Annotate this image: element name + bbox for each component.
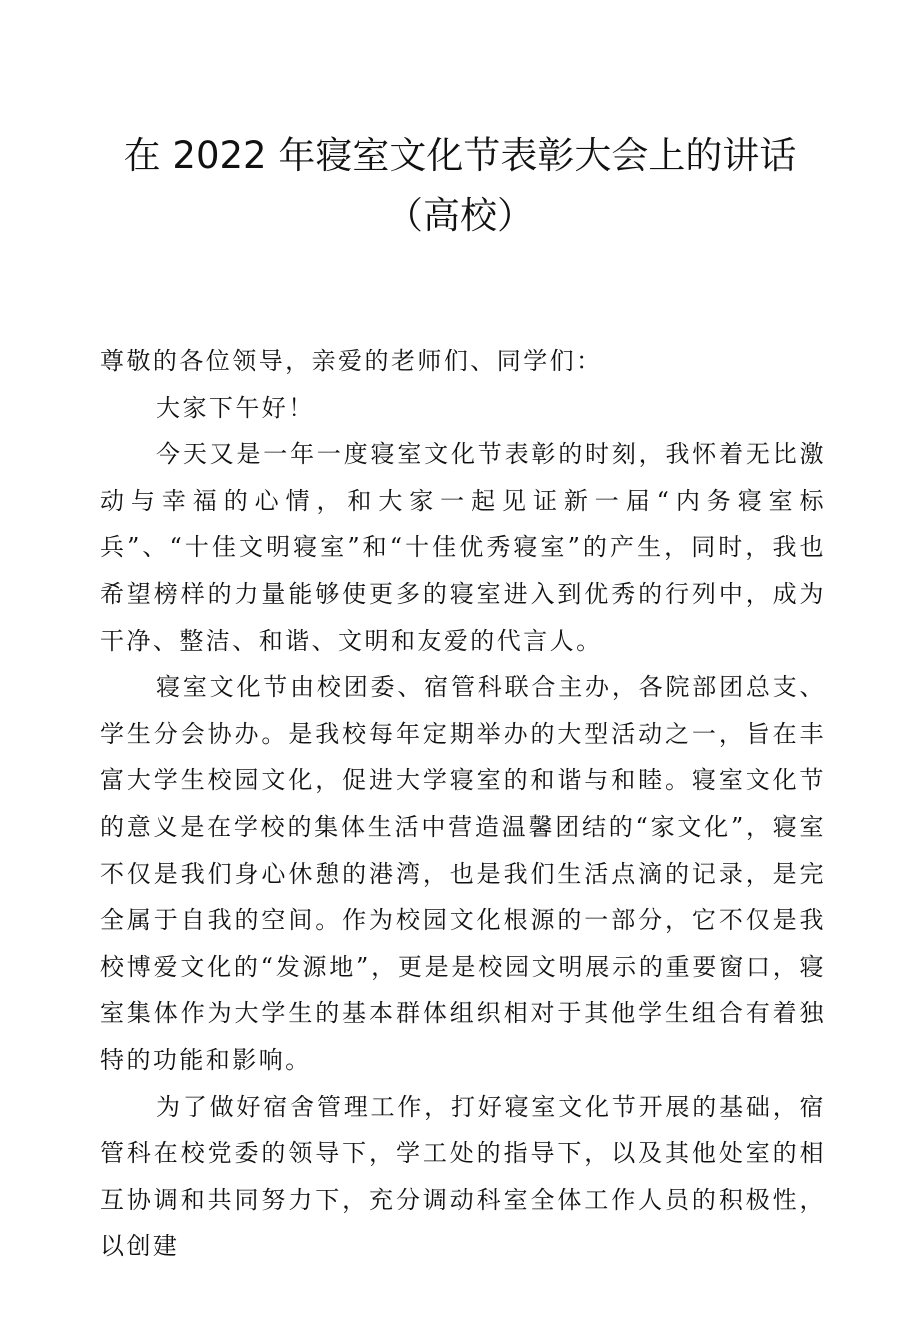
document-subtitle: （高校） bbox=[386, 194, 534, 237]
body-paragraph: 今天又是一年一度寝室文化节表彰的时刻，我怀着无比激动与幸福的心情，和大家一起见证新一届“内务寝室标兵”、“十佳文明寝室”和“十佳优秀寝室”的产生，同时，我也希望榜样的力量能够使更多的寝室进入到优秀的行列中，成为干净、整洁、和谐、文明和友爱的代言人。 bbox=[100, 440, 826, 655]
salutation: 尊敬的各位领导，亲爱的老师们、同学们： bbox=[100, 347, 603, 375]
body-paragraph: 为了做好宿舍管理工作，打好寝室文化节开展的基础，宿管科在校党委的领导下，学工处的指导下，以及其他处室的相互协调和共同努力下，充分调动科室全体工作人员的积极性，以创建 bbox=[100, 1092, 826, 1261]
greeting: 大家下午好！ bbox=[156, 393, 315, 422]
document-body bbox=[100, 338, 826, 1270]
body-paragraph: 寝室文化节由校团委、宿管科联合主办，各院部团总支、学生分会协办。是我校每年定期举办的大型活动之一，旨在丰富大学生校园文化，促进大学寝室的和谐与和睦。寝室文化节的意义是在学校的集体生活中营造温馨团结的“家文化”，寝室不仅是我们身心休憩的港湾，也是我们生活点滴的记录，是完全属于自我的空间。作为校园文化根源的一部分，它不仅是我校博爱文化的“发源地”，更是是校园文明展示的重要窗口，寝室集体作为大学生的基本群体组织相对于其他学生组合有着独特的功能和影响。 bbox=[100, 673, 826, 1074]
document-title: 在 2022 年寝室文化节表彰大会上的讲话 bbox=[123, 134, 797, 177]
